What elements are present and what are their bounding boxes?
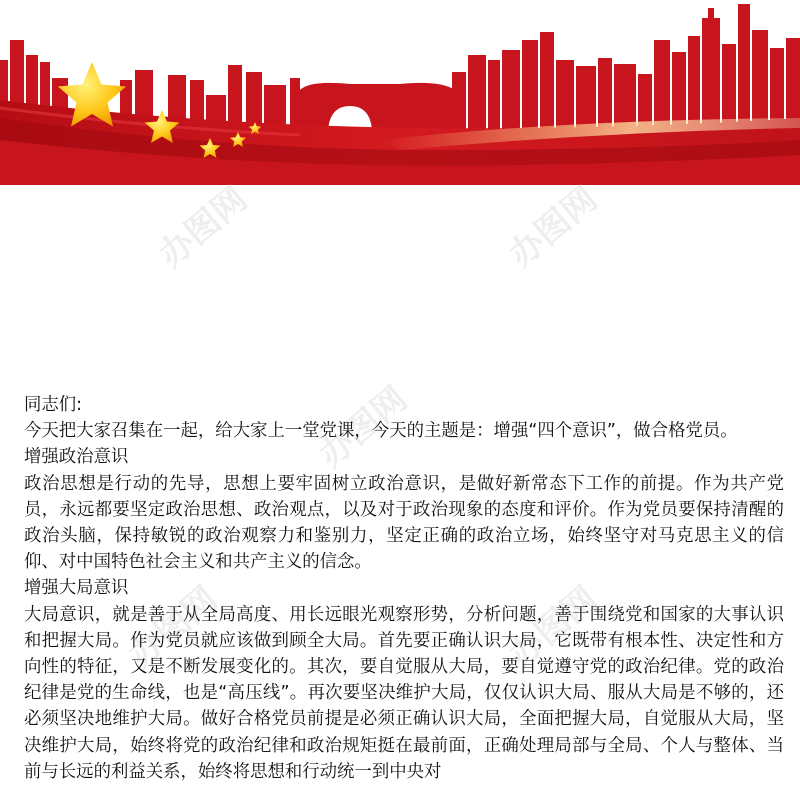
section-paragraph: 政治思想是行动的先导，思想上要牢固树立政治意识，是做好新常态下工作的前提。作为共产党员，永远都要坚定政治思想、政治观点，以及对于政治现象的态度和评价。作为党员要保持清醒的政治头脑，保持敏锐的政治观察力和鉴别力，坚定正确的政治立场，始终坚守对马克思主义的信仰、对中国特色社会主义和共产主义的信念。 [24, 473, 784, 573]
watermark: 办图网 [501, 179, 606, 276]
section-heading: 增强大局意识 [24, 578, 129, 599]
section-paragraph: 大局意识，就是善于从全局高度、用长远眼光观察形势，分析问题，善于围绕党和国家的大事认识和把握大局。作为党员就应该做到顾全大局。首先要正确认识大局，它既带有根本性、决定性和方向性的特征，又是不断发展变化的。其次，要自觉服从大局，要自觉遵守党的政治纪律。党的政治纪律是党的生命线，也是“高压线”。再次要坚决维护大局，仅仅认识大局、服从大局是不够的，还必须坚决地维护大局。做好合格党员前提是必须正确认识大局，全面把握大局，自觉服从大局，坚决维护大局，始终将党的政治纪律和政治规矩挺在最前面，正确处理局部与全局、个人与整体、当前与长远的利益关系，始终将思想和行动统一到中央对 [24, 604, 784, 782]
watermark: 办图网 [501, 579, 606, 676]
salutation: 同志们: [24, 395, 83, 415]
watermark: 办图网 [151, 179, 256, 276]
watermark: 办图网 [311, 379, 416, 476]
section-heading: 增强政治意识 [24, 447, 129, 468]
intro-paragraph: 今天把大家召集在一起，给大家上一堂党课，今天的主题是：增强“四个意识”，做合格党员。 [24, 421, 738, 442]
watermark: 办图网 [121, 579, 226, 676]
letter-body [24, 392, 784, 785]
header-banner [0, 0, 800, 185]
city-skyline [0, 4, 800, 130]
